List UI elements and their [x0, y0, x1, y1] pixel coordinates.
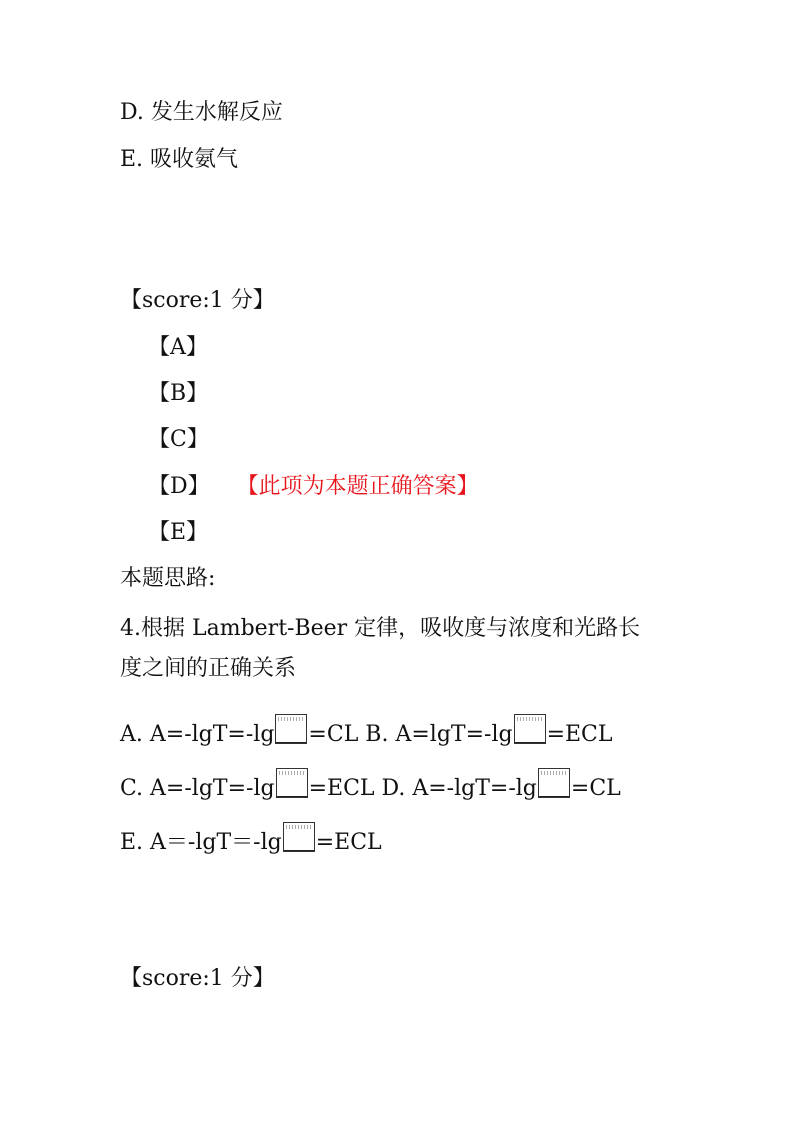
q4-option-b-suffix: =ECL — [546, 722, 613, 747]
choice-d-row — [148, 472, 479, 502]
q4-option-a-prefix: A. A=-lgT=-lg — [120, 722, 275, 747]
formula-image — [283, 822, 315, 852]
question-4-stem-line1: 4.根据 Lambert-Beer 定律，吸收度与浓度和光路长 — [120, 616, 641, 641]
option-d-text: D. 发生水解反应 — [120, 100, 283, 125]
q4-option-e-suffix: =ECL — [315, 830, 382, 855]
q4-options-row-cd — [120, 768, 621, 804]
score-label: 【score:1 分】 — [120, 288, 275, 313]
q4-option-d-suffix: =CL — [570, 776, 621, 801]
formula-image — [275, 714, 307, 744]
score-label-q4: 【score:1 分】 — [120, 966, 275, 991]
q4-option-b-prefix: B. A=lgT=-lg — [358, 722, 513, 747]
hint-label: 本题思路: — [120, 566, 216, 591]
q4-option-e-prefix: E. A＝-lgT＝-lg — [120, 830, 282, 855]
question-4-stem-line2: 度之间的正确关系 — [120, 656, 297, 681]
choice-d[interactable]: 【D】 — [148, 474, 210, 499]
formula-image — [538, 768, 570, 798]
formula-image — [514, 714, 546, 744]
choice-e[interactable]: 【E】 — [148, 520, 209, 545]
q4-option-c-suffix: =ECL — [308, 776, 375, 801]
q4-options-row-e — [120, 822, 382, 858]
q4-option-c-prefix: C. A=-lgT=-lg — [120, 776, 275, 801]
choice-c[interactable]: 【C】 — [148, 427, 209, 452]
formula-image — [276, 768, 308, 798]
q4-option-d-prefix: D. A=-lgT=-lg — [374, 776, 537, 801]
q4-options-row-ab — [120, 714, 613, 750]
q4-option-a-suffix: =CL — [308, 722, 359, 747]
choice-b[interactable]: 【B】 — [148, 381, 209, 406]
option-e-text: E. 吸收氨气 — [120, 147, 239, 172]
choice-a[interactable]: 【A】 — [148, 335, 208, 360]
correct-answer-tag: 【此项为本题正确答案】 — [247, 474, 479, 499]
